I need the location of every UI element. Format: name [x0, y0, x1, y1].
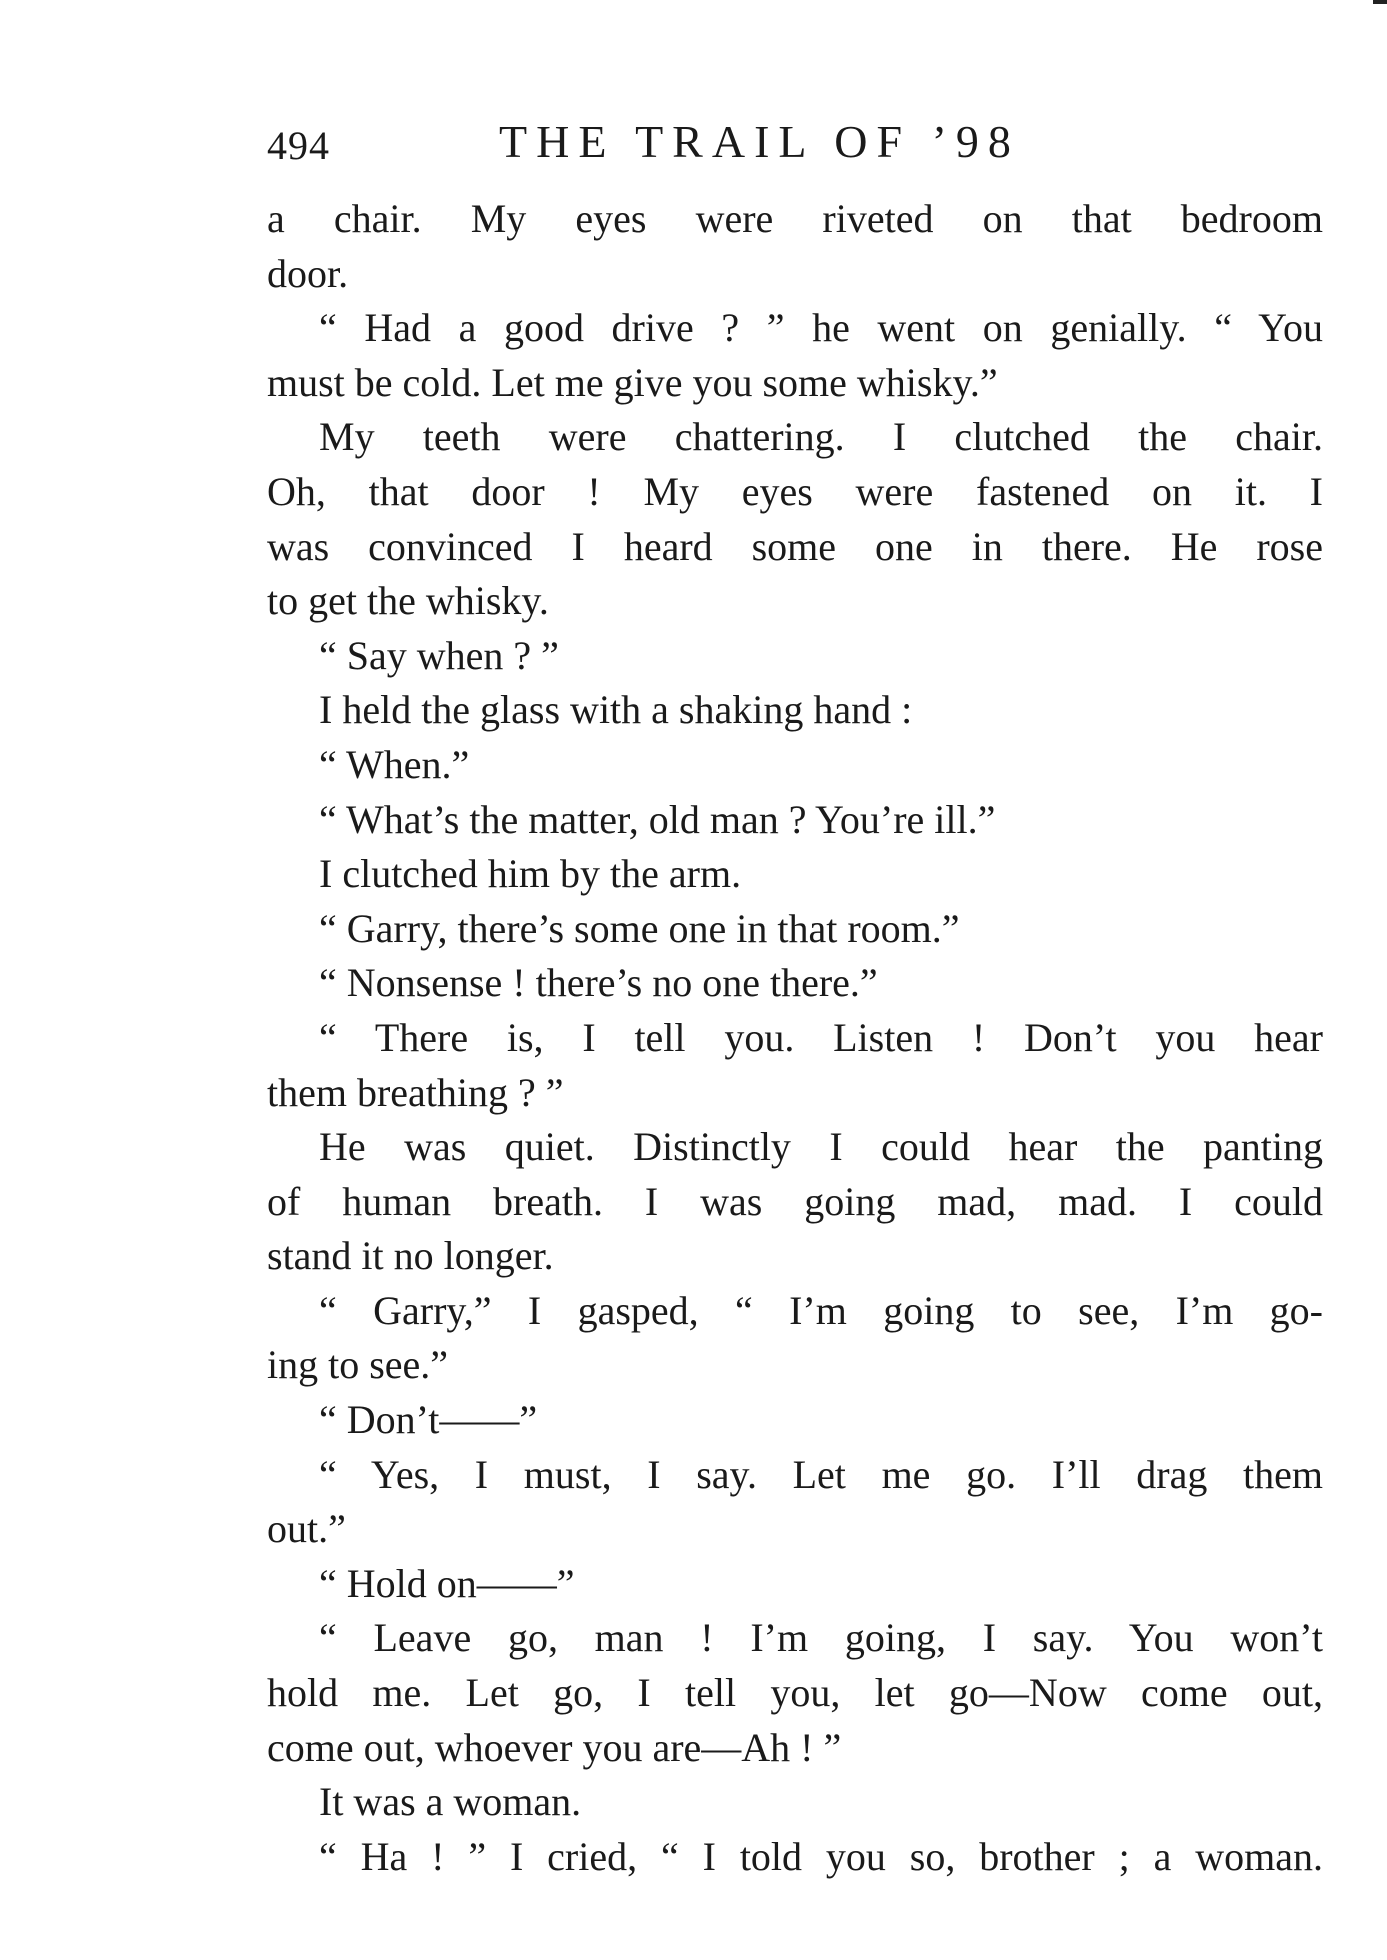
- text-line: come out, whoever you are—Ah ! ”: [267, 1724, 842, 1770]
- text-line: to get the whisky.: [267, 578, 549, 624]
- text-line: was convinced I heard some one in there. He rose: [267, 523, 1323, 569]
- text-line: It was a woman.: [319, 1779, 582, 1825]
- text-line: hold me. Let go, I tell you, let go—Now come out,: [267, 1670, 1323, 1716]
- text-line: “ Garry, there’s some one in that room.”: [319, 905, 960, 951]
- text-line: a chair. My eyes were riveted on that bedroom: [267, 196, 1323, 241]
- text-line: out.”: [267, 1506, 346, 1552]
- text-line: “ Had a good drive ? ” he went on genially. “ You: [319, 305, 1323, 351]
- text-line: of human breath. I was going mad, mad. I could: [267, 1178, 1323, 1224]
- text-line: must be cold. Let me give you some whisky.”: [267, 359, 998, 405]
- text-line: “ When.”: [319, 741, 470, 787]
- text-line: “ Say when ? ”: [319, 632, 559, 678]
- text-line: “ Leave go, man ! I’m going, I say. You won’t: [319, 1615, 1323, 1661]
- text-line: “ Garry,” I gasped, “ I’m going to see, I’m go-: [319, 1287, 1323, 1333]
- text-line: stand it no longer.: [267, 1233, 554, 1279]
- text-line: I clutched him by the arm.: [319, 851, 742, 897]
- text-line: Oh, that door ! My eyes were fastened on it. I: [267, 468, 1323, 514]
- text-line: “ Ha ! ” I cried, “ I told you so, brother ; a woman.: [319, 1833, 1323, 1879]
- text-line: “ Nonsense ! there’s no one there.”: [319, 960, 878, 1006]
- text-line: “ What’s the matter, old man ? You’re ill.”: [319, 796, 996, 842]
- page-number: 494: [267, 123, 330, 168]
- text-line: ing to see.”: [267, 1342, 449, 1388]
- body-text: [267, 192, 1323, 1884]
- text-line: door.: [267, 250, 349, 296]
- text-line: “ There is, I tell you. Listen ! Don’t you hear: [319, 1014, 1323, 1060]
- book-page: [267, 110, 1323, 1884]
- text-line: “ Hold on——”: [319, 1560, 575, 1606]
- text-line: He was quiet. Distinctly I could hear the panting: [319, 1124, 1323, 1170]
- text-line: them breathing ? ”: [267, 1069, 564, 1115]
- page-corner-mark: [1373, 0, 1387, 4]
- text-line: “ Don’t——”: [319, 1397, 538, 1443]
- page-header: [267, 110, 1323, 182]
- text-line: I held the glass with a shaking hand :: [319, 687, 913, 733]
- text-line: “ Yes, I must, I say. Let me go. I’ll drag them: [319, 1451, 1323, 1497]
- text-line: My teeth were chattering. I clutched the chair.: [319, 414, 1323, 460]
- running-title: THE TRAIL OF ’98: [499, 116, 1020, 167]
